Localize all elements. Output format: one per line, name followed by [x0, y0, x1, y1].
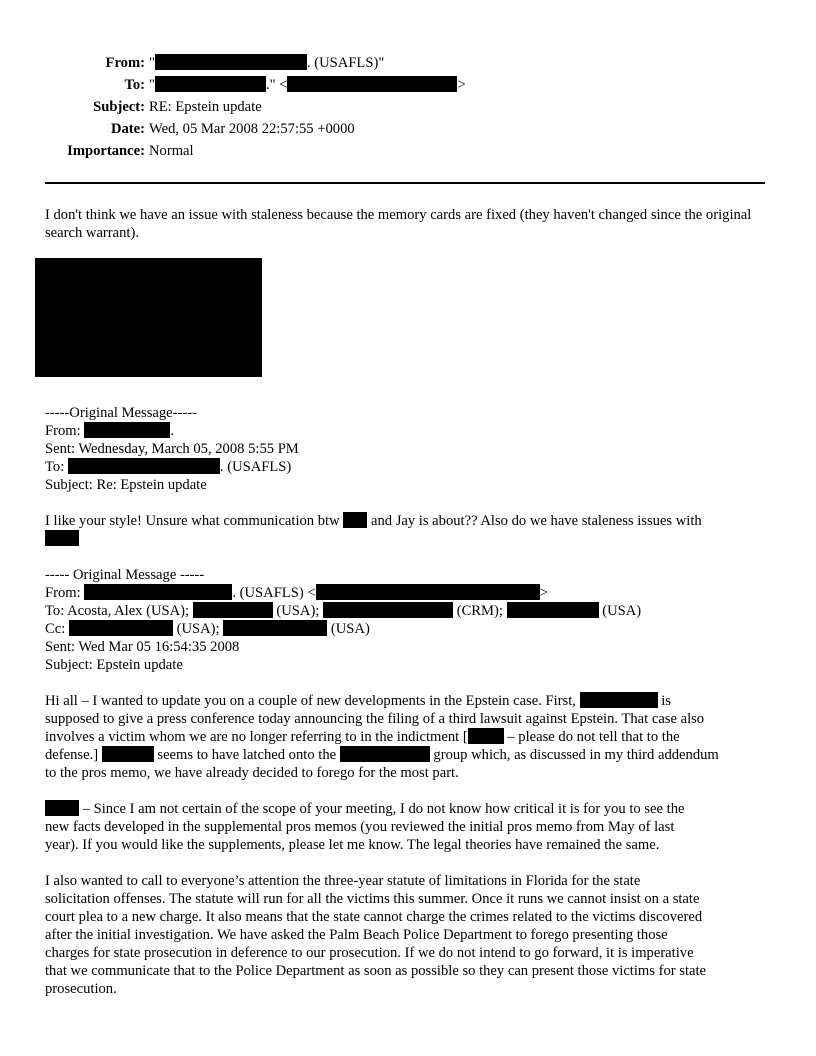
redaction — [193, 602, 273, 618]
om2-from-end: > — [539, 585, 548, 601]
header-to-row — [0, 74, 816, 96]
redaction — [287, 76, 457, 92]
header-importance-value: Normal — [149, 143, 194, 159]
header-from-label: From: — [105, 55, 145, 71]
om1-to-line — [45, 458, 775, 476]
p1-l4c: group which, as discussed in my third addendum — [433, 747, 719, 763]
om1-body-b: and Jay is about?? Also do we have staleness issues with — [370, 513, 702, 529]
om2-from-label: From: — [45, 585, 81, 601]
om2-from-mid: . (USAFLS) < — [232, 585, 316, 601]
redaction — [84, 584, 232, 600]
header-from-suffix: . (USAFLS)" — [306, 55, 385, 71]
header-date-row — [0, 118, 816, 140]
om2-to-b: (USA); — [276, 603, 320, 619]
om1-sent-line: Sent: Wednesday, March 05, 2008 5:55 PM — [45, 441, 299, 457]
om2-to-d: (USA) — [602, 603, 642, 619]
p3-line-4: after the initial investigation. We have asked the Palm Beach Police Department to forego presenting those — [45, 927, 668, 943]
om1-body-line-1 — [45, 512, 775, 530]
om1-from-end: . — [170, 423, 174, 439]
p1-line-5: to the pros memo, we have already decided to forego for the most part. — [45, 765, 459, 781]
om1-to-end: . (USAFLS) — [219, 459, 292, 475]
p3-line-1: I also wanted to call to everyone’s attention the three-year statute of limitations in Florida for the state — [45, 873, 641, 889]
om1-from-line — [45, 422, 775, 440]
om2-from-line — [45, 584, 775, 602]
redaction — [316, 584, 540, 600]
om2-to-a: To: Acosta, Alex (USA); — [45, 603, 190, 619]
header-to-mid: ." < — [265, 77, 288, 93]
redaction — [68, 458, 220, 474]
body-paragraph-2 — [45, 800, 775, 854]
original-message-marker: -----Original Message----- — [45, 405, 197, 421]
redaction — [323, 602, 453, 618]
original-message-1 — [45, 404, 775, 494]
redaction — [102, 746, 154, 762]
header-importance-label: Importance: — [67, 143, 145, 159]
redaction — [223, 620, 327, 636]
header-date-value: Wed, 05 Mar 2008 22:57:55 +0000 — [149, 121, 355, 137]
redaction — [340, 746, 430, 762]
header-subject-row — [0, 96, 816, 118]
om2-sent-line: Sent: Wed Mar 05 16:54:35 2008 — [45, 639, 240, 655]
redaction — [580, 692, 658, 708]
redaction — [45, 530, 79, 546]
p1-line-2: supposed to give a press conference today announcing the filing of a third lawsuit against Epstein. That case also — [45, 711, 705, 727]
om1-body — [45, 512, 775, 548]
redaction — [45, 800, 79, 816]
om1-body-line-2 — [45, 530, 775, 548]
p1-l4a: defense.] — [45, 747, 99, 763]
om1-to-label: To: — [45, 459, 65, 475]
p1-l1b: is — [661, 693, 671, 709]
header-to-value: " ." < > — [149, 77, 466, 93]
om2-to-c: (CRM); — [456, 603, 503, 619]
header-from-value: " . (USAFLS)" — [149, 55, 385, 71]
p3-line-6: that we communicate that to the Police Department as soon as possible so they can present those victims for state — [45, 963, 707, 979]
redaction — [69, 620, 173, 636]
header-date-label: Date: — [110, 121, 145, 137]
om1-body-a: I like your style! Unsure what communication btw — [45, 513, 340, 529]
p1-line-3 — [45, 728, 775, 746]
header-subject-value: RE: Epstein update — [149, 99, 262, 115]
redaction — [507, 602, 599, 618]
redaction — [468, 728, 504, 744]
original-message-2 — [45, 566, 775, 674]
redaction — [155, 54, 307, 70]
header-subject-label: Subject: — [93, 99, 145, 115]
p3-line-5: charges for state prosecution in deference to our prosecution. If we do not intend to go forward, it is imperative — [45, 945, 694, 961]
p1-l3b: – please do not tell that to the — [507, 729, 680, 745]
p3-line-3: court plea to a new charge. It also means that the state cannot charge the crimes related to the victims discovered — [45, 909, 703, 925]
om2-subject-line: Subject: Epstein update — [45, 657, 183, 673]
om2-cc-line — [45, 620, 775, 638]
p1-line-1 — [45, 692, 775, 710]
redaction-block — [35, 258, 262, 377]
om2-cc-c: (USA) — [330, 621, 370, 637]
redaction — [84, 422, 170, 438]
om1-subject-line: Subject: Re: Epstein update — [45, 477, 207, 493]
reply-body — [45, 206, 775, 242]
header-divider — [45, 182, 765, 184]
redaction — [155, 76, 266, 92]
body-paragraph-1 — [45, 692, 775, 782]
om1-from-label: From: — [45, 423, 81, 439]
p1-l4b: seems to have latched onto the — [157, 747, 337, 763]
header-to-label: To: — [124, 77, 145, 93]
body-paragraph-3 — [45, 872, 775, 998]
header-to-end: > — [457, 77, 466, 93]
om2-cc-label: Cc: — [45, 621, 66, 637]
p2-l1: – Since I am not certain of the scope of your meeting, I do not know how critical it is for you to see the — [82, 801, 685, 817]
reply-body-text: I don't think we have an issue with staleness because the memory cards are fixed (they haven't changed since the original search warrant). — [45, 207, 752, 241]
p1-l1a: Hi all – I wanted to update you on a couple of new developments in the Epstein case. First, — [45, 693, 576, 709]
om2-cc-b: (USA); — [176, 621, 220, 637]
p2-line-3: year). If you would like the supplements, please let me know. The legal theories have remained the same. — [45, 837, 660, 853]
header-importance-row — [0, 140, 816, 162]
om2-to-line — [45, 602, 775, 620]
p3-line-2: solicitation offenses. The statute will run for all the victims this summer. Once it runs we cannot insist on a state — [45, 891, 700, 907]
p2-line-2: new facts developed in the supplemental pros memos (you reviewed the initial pros memo from May of last — [45, 819, 675, 835]
header-from-row — [0, 52, 816, 74]
original-message-marker: ----- Original Message ----- — [45, 567, 205, 583]
p2-line-1 — [45, 800, 775, 818]
p3-line-7: prosecution. — [45, 981, 117, 997]
p1-l3a: involves a victim whom we are no longer referring to in the indictment [ — [45, 729, 468, 745]
p1-line-4 — [45, 746, 775, 764]
redaction — [343, 512, 367, 528]
